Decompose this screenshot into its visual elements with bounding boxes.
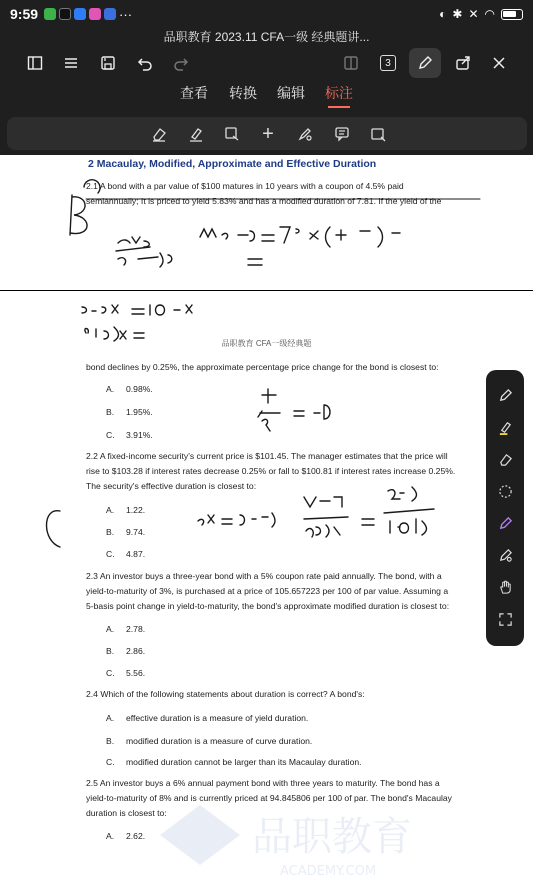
- top-toolbar: [0, 48, 533, 78]
- question-2-3-line3: 5-basis point change in yield-to-maturity, the bond's approximate modified duration is closest to:: [86, 601, 450, 611]
- battery-icon: [501, 9, 523, 20]
- wechat-icon: [44, 8, 56, 20]
- option-letter: C.: [106, 668, 115, 678]
- option-text: effective duration is a measure of yield duration.: [126, 713, 309, 723]
- undo-icon[interactable]: [130, 48, 160, 78]
- option-letter: B.: [106, 527, 115, 537]
- option-letter: B.: [106, 407, 115, 417]
- option-text: 2.62.: [126, 831, 146, 841]
- option-text: 1.22.: [126, 505, 146, 515]
- color-pen-icon[interactable]: [494, 512, 516, 534]
- option-letter: A.: [106, 713, 115, 723]
- highlighter-icon[interactable]: [185, 123, 207, 145]
- document-title: 品职教育 2023.11 CFA一级 经典题讲...: [163, 30, 370, 44]
- main-tabs: [0, 83, 533, 105]
- question-2-1-line3: bond declines by 0.25%, the approximate percentage price change for the bond is closest to:: [86, 362, 439, 372]
- stamp-icon[interactable]: [294, 123, 316, 145]
- question-2-1-line1: 2.1 A bond with a par value of $100 matures in 10 years with a coupon of 4.5% paid: [86, 181, 404, 191]
- tab-edit[interactable]: 编辑: [277, 85, 305, 101]
- question-2-5-line2: yield-to-maturity of 8% and is currently priced at 94.845806 per 100 of par. The bond's Macaulay: [86, 793, 452, 803]
- pen-icon: [417, 55, 433, 71]
- ink-neg-d: [294, 405, 330, 419]
- option-text: 5.56.: [126, 668, 146, 678]
- question-2-2-line2: rise to $103.28 if interest rates decrease 0.25% or fall to $100.81 if interest rates increase 0.25%.: [86, 466, 456, 476]
- option-letter: B.: [106, 736, 115, 746]
- question-2-1-line2: semiannually; It is priced to yield 5.83% and has a modified duration of 7.81. If the yield of the: [86, 196, 442, 206]
- question-2-5-line1: 2.5 An investor buys a 6% annual payment bond with three years to maturity. The bond has a: [86, 778, 440, 788]
- ink-fraction-bar: [116, 247, 150, 251]
- option-letter: C.: [106, 549, 115, 559]
- tab-view[interactable]: 查看: [180, 85, 208, 101]
- ink-mac-d: [200, 229, 255, 241]
- app-icon: [89, 8, 101, 20]
- status-time: 9:59: [10, 6, 39, 22]
- save-icon[interactable]: [93, 48, 123, 78]
- share-icon[interactable]: [448, 48, 478, 78]
- ink-circle-2-1: [84, 180, 100, 193]
- app-icon: [74, 8, 86, 20]
- tiktok-icon: [59, 8, 71, 20]
- option-letter: B.: [106, 646, 115, 656]
- lasso-icon[interactable]: [494, 480, 516, 502]
- option-text: 1.95%.: [126, 407, 153, 417]
- ink-circle-c: [47, 511, 61, 547]
- option-letter: A.: [106, 831, 115, 841]
- question-2-3-line1: 2.3 An investor buys a three-year bond with a 5% coupon rate paid annually. The bond, with a: [86, 571, 442, 581]
- option-text: modified duration cannot be larger than its Macaulay duration.: [126, 757, 362, 767]
- pdf-page[interactable]: [0, 155, 533, 879]
- ink-2-4-over-1-01: [384, 487, 434, 535]
- ink-10-5x: [118, 237, 149, 247]
- option-text: 3.91%.: [126, 430, 153, 440]
- app-header: [0, 0, 533, 155]
- option-letter: A.: [106, 624, 115, 634]
- watermark-subtext: ACADEMY.COM: [280, 864, 377, 879]
- option-letter: C.: [106, 430, 115, 440]
- shape-pen-icon[interactable]: [494, 544, 516, 566]
- option-text: 2.86.: [126, 646, 146, 656]
- wifi-icon: ◠: [484, 7, 495, 21]
- question-2-2-line3: The security's effective duration is closest to:: [86, 481, 257, 491]
- shape-icon[interactable]: [367, 123, 389, 145]
- redo-icon[interactable]: [166, 48, 196, 78]
- annotate-pen-button[interactable]: [409, 48, 441, 78]
- highlighter-icon[interactable]: [494, 416, 516, 438]
- hand-tool-icon[interactable]: [494, 576, 516, 598]
- notification-icons: [44, 7, 132, 22]
- tab-convert[interactable]: 转换: [229, 85, 257, 101]
- status-bar: [10, 5, 523, 23]
- app-icon: [104, 8, 116, 20]
- question-2-4-line1: 2.4 Which of the following statements about duration is correct? A bond's:: [86, 689, 365, 699]
- comment-icon[interactable]: [331, 123, 353, 145]
- page-count-button[interactable]: [373, 48, 403, 78]
- bluetooth-icon: ✱: [452, 7, 463, 21]
- mute-icon: ✕: [468, 7, 479, 21]
- ink-letter-b: [70, 195, 87, 235]
- page-count-badge: 3: [380, 55, 396, 71]
- ink-tool-sidebar: [486, 370, 524, 646]
- pen-icon[interactable]: [494, 384, 516, 406]
- rotation-icon: ◐: [439, 7, 447, 21]
- option-text: 0.98%.: [126, 384, 153, 394]
- ink-effective-duration-fraction: [304, 497, 348, 537]
- section-heading: 2 Macaulay, Modified, Approximate and Effective Duration: [88, 158, 377, 170]
- annotation-toolbar: [7, 117, 527, 150]
- page-header: 品职教育 CFA一级经典题: [221, 339, 312, 348]
- ink-equals-2: [248, 259, 262, 265]
- question-2-5-line3: duration is closest to:: [86, 808, 167, 818]
- option-letter: A.: [106, 505, 115, 515]
- add-icon[interactable]: +: [262, 122, 274, 145]
- ink-7-81-formula: [280, 227, 400, 247]
- ink-equals-3: [362, 519, 374, 525]
- option-letter: C.: [106, 757, 115, 767]
- ink-delta-p-over-dy: [258, 389, 280, 431]
- ink-annotations: [0, 155, 533, 853]
- question-2-2-line1: 2.2 A fixed-income security's current price is $101.45. The manager estimates that the price will: [86, 451, 448, 461]
- ink-equation-1: [82, 305, 192, 315]
- option-text: 4.87.: [126, 549, 146, 559]
- question-2-3-line2: yield-to-maturity of 3%, is purchased at a price of 105.657223 per 100 of par value. Assuming a: [86, 586, 449, 596]
- eraser-icon[interactable]: [148, 123, 170, 145]
- tab-annotate[interactable]: 标注: [325, 85, 353, 101]
- close-icon[interactable]: [484, 48, 514, 78]
- ink-dy-0-5: [198, 513, 275, 527]
- option-text: 9.74.: [126, 527, 146, 537]
- option-text: 2.78.: [126, 624, 146, 634]
- watermark-text: 品职教育: [252, 814, 412, 860]
- option-text: modified duration is a measure of curve duration.: [126, 736, 313, 746]
- split-view-icon[interactable]: [336, 48, 366, 78]
- fullscreen-icon[interactable]: [494, 608, 516, 630]
- eraser-icon[interactable]: [494, 448, 516, 470]
- text-box-icon[interactable]: [221, 123, 243, 145]
- ink-5-83: [118, 253, 172, 267]
- ink-equation-2: [85, 327, 144, 341]
- more-notifications: ···: [119, 6, 133, 22]
- option-letter: A.: [106, 384, 115, 394]
- ink-equals: [262, 235, 274, 241]
- outline-icon[interactable]: [20, 48, 50, 78]
- menu-icon[interactable]: [56, 48, 86, 78]
